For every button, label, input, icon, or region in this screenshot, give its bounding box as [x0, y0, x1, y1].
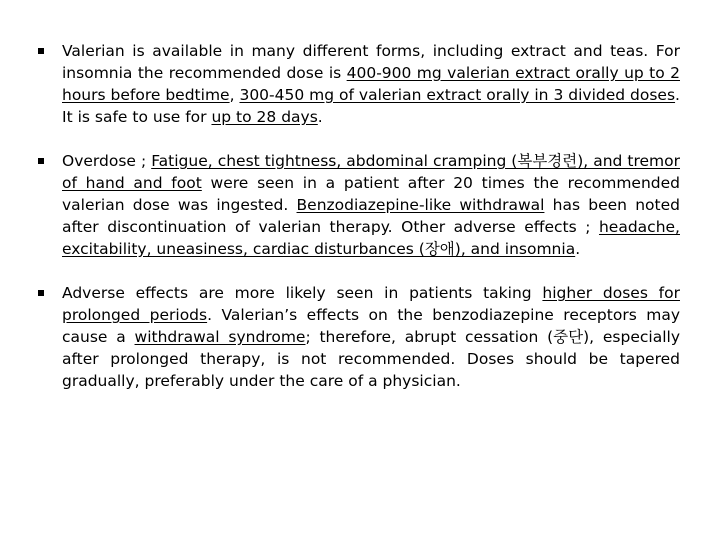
bullet-list [36, 40, 680, 414]
underlined-text: higher doses for prolonged periods [62, 284, 680, 324]
underlined-text: withdrawal syndrome [134, 328, 306, 346]
square-bullet-icon [38, 158, 44, 164]
underlined-text: Benzodiazepine-like withdrawal [296, 196, 545, 214]
text-run: ; therefore, abrupt cessation (중단), especially after prolonged therapy, is not recommended. Doses should be tapered gradually, preferably under the care of a physician. [62, 328, 680, 390]
text-run: Adverse effects are more likely seen in patients taking [62, 284, 543, 302]
text-run: Overdose ; [62, 152, 152, 170]
text-run: . [317, 108, 323, 126]
underlined-text: Fatigue, chest tightness, abdominal cramping (복부경련), and tremor of hand and foot [62, 152, 680, 192]
underlined-text: 300-450 mg of valerian extract orally in 3 divided doses [239, 86, 676, 104]
text-run: has been noted after discontinuation of valerian therapy. Other adverse effects ; [62, 196, 680, 236]
text-run: Valerian is available in many different forms, including extract and teas. For insomnia the recommended dose is [62, 42, 680, 82]
bullet-text [62, 42, 680, 126]
square-bullet-icon [38, 48, 44, 54]
text-run: were seen in a patient after 20 times the recommended valerian dose was ingested. [62, 174, 681, 214]
bullet-item-adverse-effects [36, 282, 680, 392]
text-run: . It is safe to use for [62, 86, 680, 126]
text-run: . Valerian’s effects on the benzodiazepine receptors may cause a [62, 306, 680, 346]
text-run: , [229, 86, 240, 104]
underlined-text: up to 28 days [211, 108, 318, 126]
bullet-text [62, 152, 680, 258]
bullet-item-valerian-forms [36, 40, 680, 128]
underlined-text: 400-900 mg valerian extract orally up to 2 hours before bedtime [62, 64, 680, 104]
text-run: . [575, 240, 581, 258]
square-bullet-icon [38, 290, 44, 296]
bullet-item-overdose [36, 150, 680, 260]
bullet-text [62, 284, 680, 390]
underlined-text: headache, excitability, uneasiness, cardiac disturbances (장애), and insomnia [62, 218, 680, 258]
